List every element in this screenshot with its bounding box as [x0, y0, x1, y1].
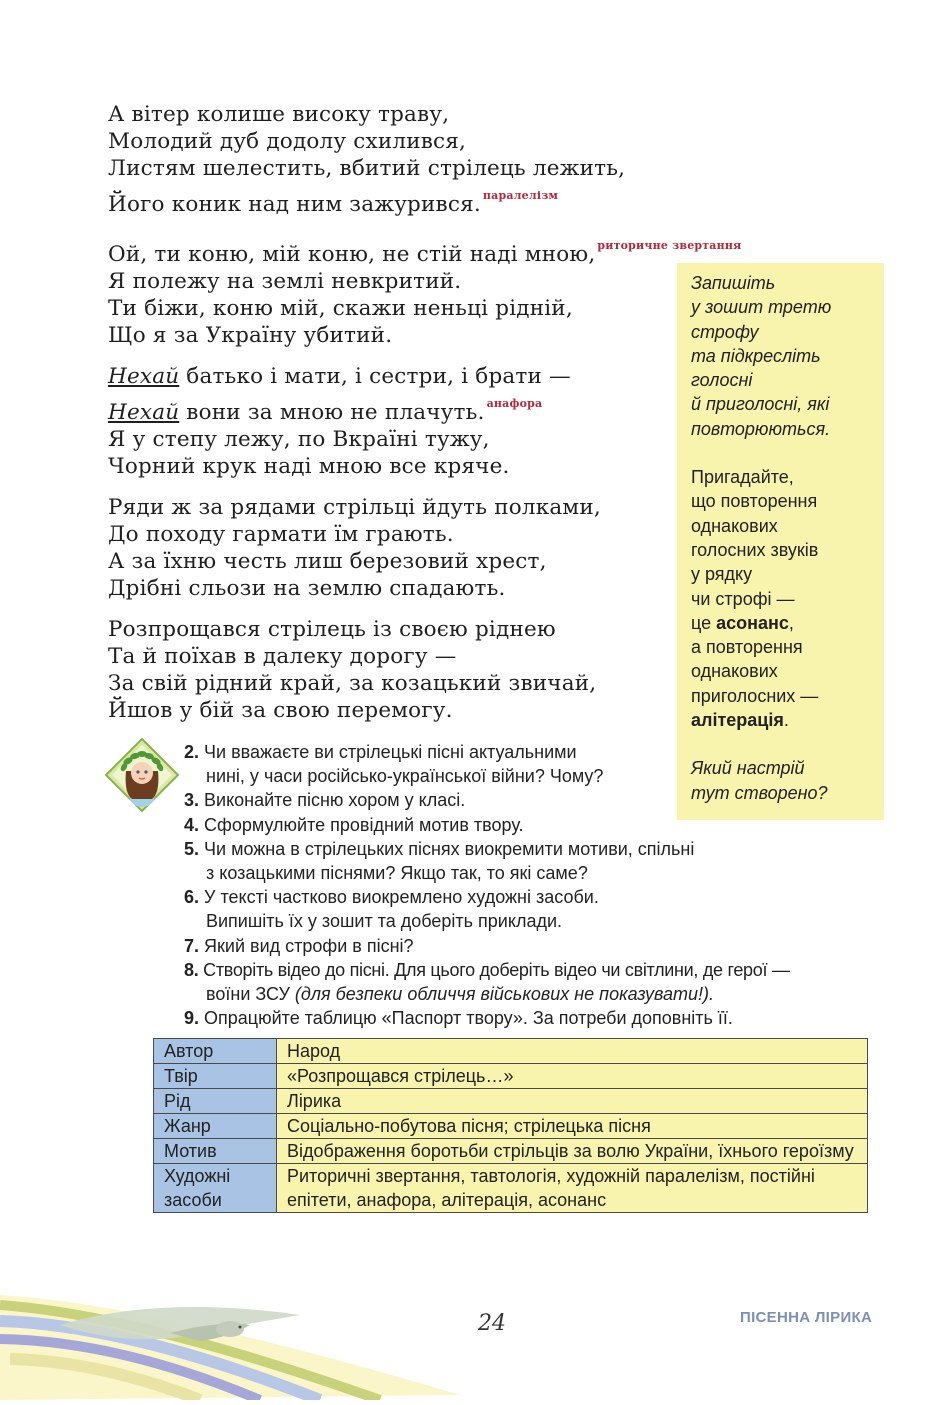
questions-list	[184, 740, 884, 1030]
table-value: Соціально-побутова пісня; стрілецька пісня	[277, 1114, 868, 1139]
table-key: Художні засоби	[154, 1164, 277, 1213]
poem-line: Ряди ж за рядами стрільці йдуть полками,	[108, 495, 601, 520]
note-parallelism: паралелізм	[482, 189, 559, 202]
page-number: 24	[478, 1311, 506, 1336]
poem-line: Що я за Україну убитий.	[108, 323, 393, 348]
task-line: голосні	[691, 370, 753, 391]
table-value: Риторичні звертання, тавтологія, художній паралелізм, постійні епітети, анафора, алітерація, асонанс	[277, 1164, 868, 1213]
table-row	[154, 1114, 868, 1139]
poem-line: Чорний крук наді мною все кряче.	[108, 454, 510, 479]
info-line: приголосних —	[691, 685, 819, 706]
info-line: алітерація.	[691, 710, 789, 731]
question-item: 4. Сформулюйте провідний мотив твору.	[184, 814, 524, 835]
table-value: Відображення боротьби стрільців за волю України, їхнього героїзму	[277, 1139, 868, 1164]
table-key: Жанр	[154, 1114, 277, 1139]
table-row	[154, 1064, 868, 1089]
question-item-cont: воїни ЗСУ (для безпеки обличчя військових не показувати!).	[206, 984, 714, 1005]
table-row	[154, 1089, 868, 1114]
table-value: «Розпрощався стрілець…»	[277, 1064, 868, 1089]
question-item: 6. У тексті частково виокремлено художні засоби.	[184, 887, 599, 908]
task-line: та підкресліть	[691, 345, 821, 366]
note-anaphora: анафора	[486, 397, 543, 410]
info-line: Пригадайте,	[691, 467, 794, 488]
anaphora-word: Нехай	[108, 364, 180, 389]
table-row	[154, 1139, 868, 1164]
poem-line: Я у степу лежу, по Вкраїні тужу,	[108, 427, 490, 452]
poem-line: Листям шелестить, вбитий стрілець лежить,	[108, 156, 626, 181]
poem-line: За свій рідний край, за козацький звичай,	[108, 671, 597, 696]
table-row	[154, 1164, 868, 1213]
poem-line: А вітер колише високу траву,	[108, 102, 450, 127]
info-line: це асонанс,	[691, 612, 794, 633]
info-line: чи строфі —	[691, 588, 795, 609]
poem-line: Нехай вони за мною не плачуть. $^{анафора}$	[108, 397, 543, 425]
poem-line: Молодий дуб додолу схилився,	[108, 129, 467, 154]
task-line: й приголосні, які	[691, 394, 830, 415]
question-item: 9. Опрацюйте таблицю «Паспорт твору». За потреби доповніть її.	[184, 1008, 733, 1029]
stanza-5	[108, 616, 668, 724]
question-item-cont: нині, у часи російсько-української війни? Чому?	[206, 766, 604, 787]
poem-line: Ой, ти коню, мій коню, не стій наді мною, $^{риторичне звертання}$	[108, 239, 742, 267]
section-title: ПІСЕННА ЛІРИКА	[740, 1309, 873, 1326]
term-alliteration: алітерація	[691, 710, 784, 731]
task-line: у зошит третю	[691, 297, 832, 318]
footer-bird-decoration-icon	[0, 1285, 460, 1400]
stanza-1	[108, 101, 668, 218]
table-row	[154, 1039, 868, 1064]
table-value: Лірика	[277, 1089, 868, 1114]
task-line: Запишіть	[691, 273, 776, 293]
info-line: що повторення	[691, 491, 818, 512]
table-key: Автор	[154, 1039, 277, 1064]
table-key: Мотив	[154, 1139, 277, 1164]
passport-table	[153, 1038, 868, 1213]
question-item-cont: з козацькими піснями? Якщо так, то які саме?	[206, 863, 588, 884]
stanza-4	[108, 494, 668, 602]
poem-line: До походу гармати їм грають.	[108, 522, 454, 547]
question-line: Який настрій	[691, 758, 805, 779]
table-key: Твір	[154, 1064, 277, 1089]
question-item: 5. Чи можна в стрілецьких піснях виокремити мотиви, спільні	[184, 838, 695, 859]
question-item-cont: Випишіть їх у зошит та доберіть приклади.	[206, 911, 563, 932]
poem-line: А за їхню честь лиш березовий хрест,	[108, 549, 547, 574]
poem-line: Розпрощався стрілець із своєю ріднею	[108, 617, 556, 642]
info-line: однакових	[691, 515, 778, 536]
question-line: тут створено?	[691, 782, 828, 803]
table-value: Народ	[277, 1039, 868, 1064]
question-item: 8. Створіть відео до пісні. Для цього доберіть відео чи світлини, де герої —	[184, 959, 790, 980]
info-line: а повторення	[691, 637, 803, 658]
term-assonance: асонанс	[716, 612, 789, 633]
task-line: повторюються.	[691, 418, 831, 439]
question-item: 2. Чи вважаєте ви стрілецькі пісні актуальними	[184, 742, 577, 762]
poem-line: Та й поїхав в далеку дорогу —	[108, 644, 457, 669]
poem-line: Ти біжи, коню мій, скажи неньці рідній,	[108, 296, 573, 321]
task-sidebox	[677, 263, 884, 820]
anaphora-word: Нехай	[108, 400, 180, 425]
info-line: у рядку	[691, 564, 753, 585]
girl-wreath-icon	[104, 737, 180, 813]
poem-line: Йшов у бій за свою перемогу.	[108, 698, 453, 723]
question-item: 3. Виконайте пісню хором у класі.	[184, 790, 466, 811]
info-line: однакових	[691, 661, 778, 682]
poem-line: Дрібні сльози на землю спадають.	[108, 576, 506, 601]
stanza-3	[108, 363, 668, 480]
note-rhetorical-address: риторичне звертання	[597, 239, 742, 252]
poem-line: Його коник над ним зажурився. $^{паралелізм}$	[108, 189, 559, 217]
task-line: строфу	[691, 321, 759, 342]
table-key: Рід	[154, 1089, 277, 1114]
poem-line: Нехай батько і мати, і сестри, і брати —	[108, 364, 571, 389]
info-line: голосних звуків	[691, 539, 819, 560]
question-item: 7. Який вид строфи в пісні?	[184, 935, 414, 956]
poem-line: Я полежу на землі невкритий.	[108, 269, 462, 294]
